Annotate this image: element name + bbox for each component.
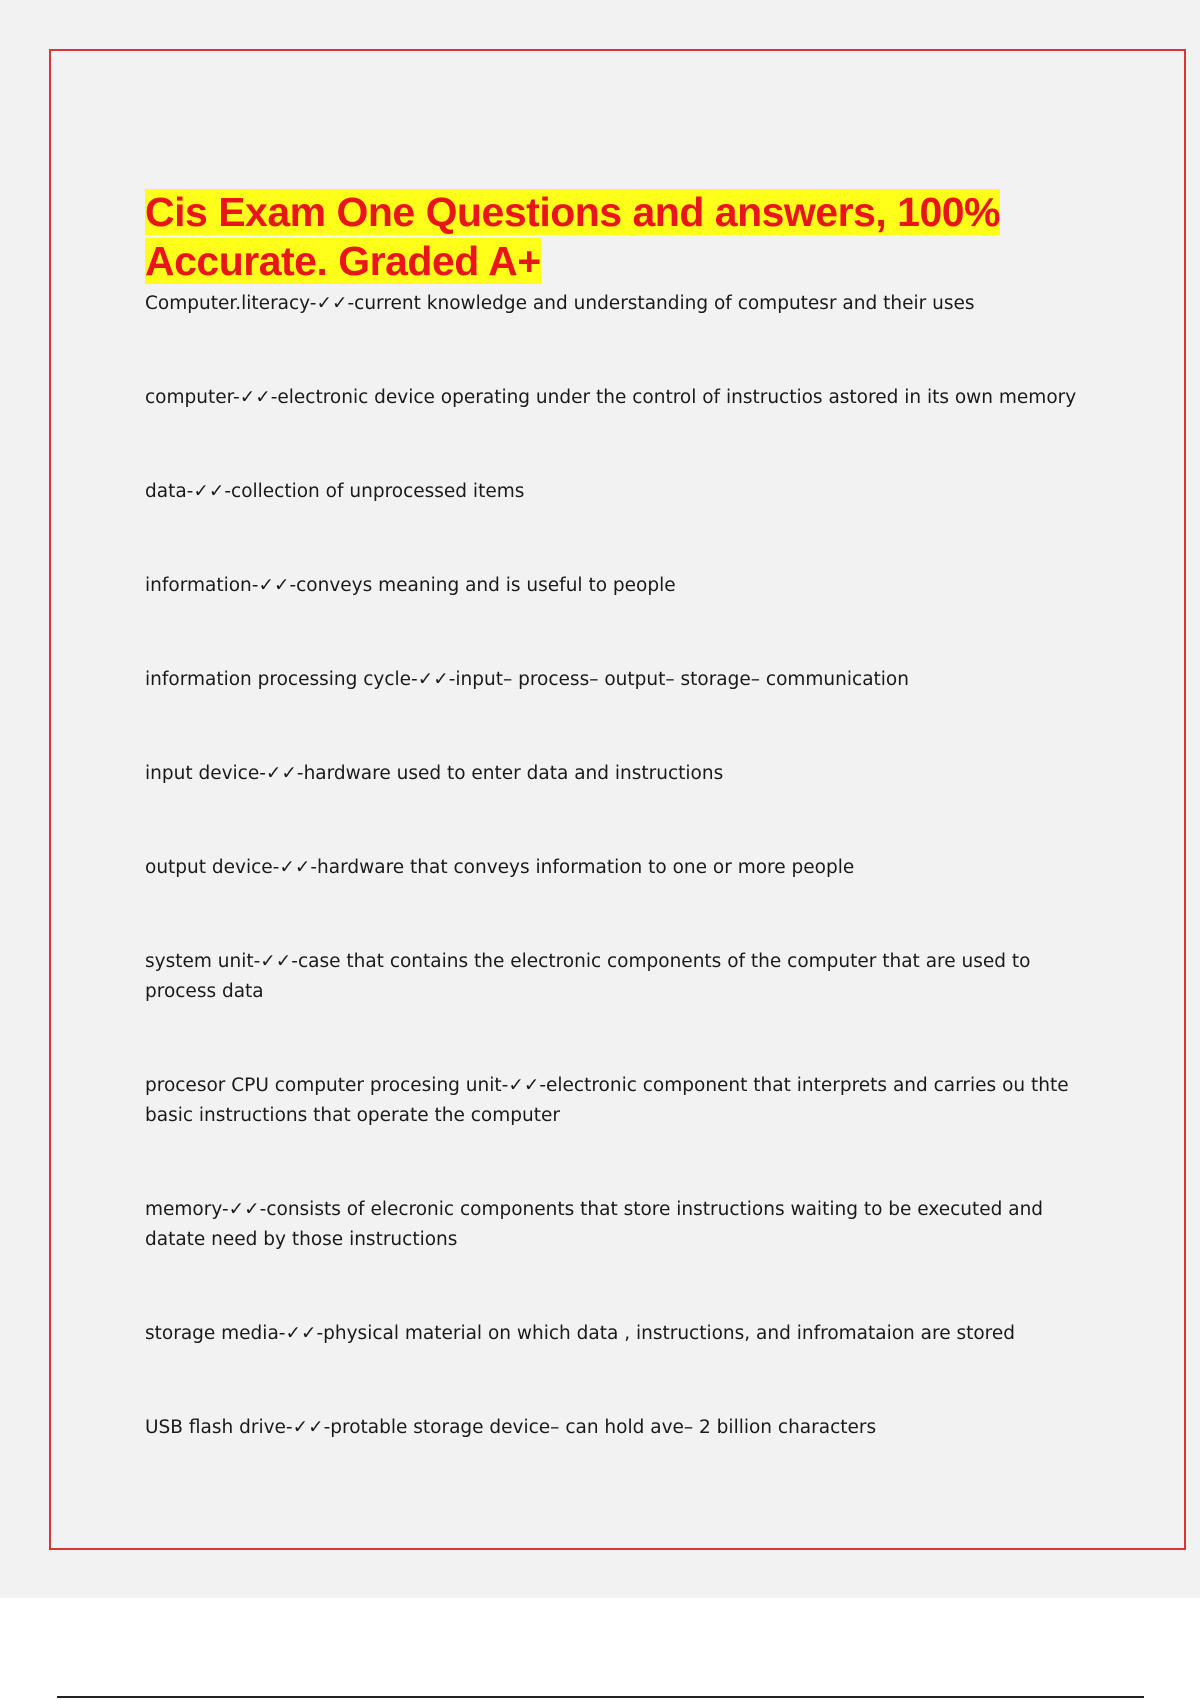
qa-item: system unit-✓✓-case that contains the electronic components of the computer that are used to process data <box>145 951 1031 1002</box>
qa-item: memory-✓✓-consists of elecronic components that store instructions waiting to be executed and datate need by those instructions <box>145 1199 1044 1250</box>
qa-item: information processing cycle-✓✓-input– process– output– storage– communication <box>145 669 909 690</box>
qa-item: computer-✓✓-electronic device operating under the control of instructios astored in its own memory <box>145 387 1077 408</box>
title-line-1: Cis Exam One Questions and answers, 100% <box>145 189 1001 235</box>
bottom-divider <box>57 1696 1144 1698</box>
qa-item: information-✓✓-conveys meaning and is useful to people <box>145 575 676 596</box>
document-content <box>145 188 1095 1507</box>
qa-item: Computer.literacy-✓✓-current knowledge and understanding of computesr and their uses <box>145 293 975 314</box>
title-line-2: Accurate. Graded A+ <box>145 238 541 284</box>
qa-item: USB flash drive-✓✓-protable storage device– can hold ave– 2 billion characters <box>145 1417 877 1438</box>
qa-list <box>145 289 1095 1443</box>
qa-item: data-✓✓-collection of unprocessed items <box>145 481 525 502</box>
qa-item: procesor CPU computer procesing unit-✓✓-electronic component that interprets and carries ou thte basic instructions that operate the computer <box>145 1075 1069 1126</box>
qa-item: input device-✓✓-hardware used to enter data and instructions <box>145 763 724 784</box>
document-title <box>145 188 1095 286</box>
qa-item: output device-✓✓-hardware that conveys information to one or more people <box>145 857 855 878</box>
qa-item: storage media-✓✓-physical material on which data , instructions, and infromataion are stored <box>145 1323 1015 1344</box>
